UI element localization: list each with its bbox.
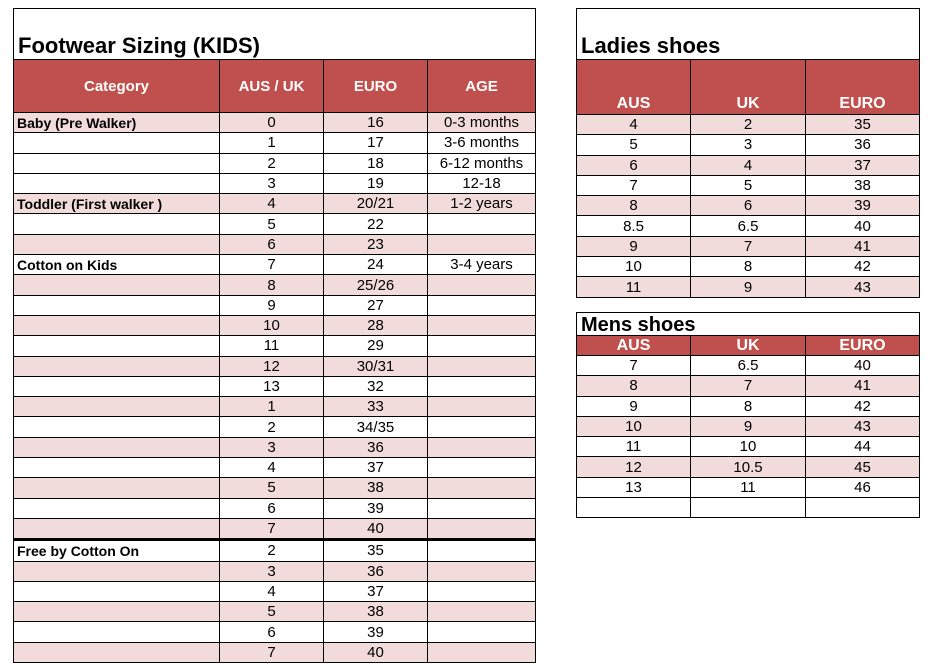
kids-cell-age — [428, 561, 536, 581]
mens-cell-euro: 43 — [806, 416, 920, 436]
kids-table-row — [14, 561, 536, 581]
kids-cell-aus-uk: 5 — [220, 602, 324, 622]
mens-cell-uk: 9 — [691, 416, 806, 436]
kids-table-row — [14, 602, 536, 622]
kids-cell-aus-uk: 6 — [220, 234, 324, 254]
kids-cell-category — [14, 153, 220, 173]
kids-table-row — [14, 315, 536, 335]
kids-cell-category — [14, 498, 220, 518]
kids-cell-aus-uk: 1 — [220, 133, 324, 153]
ladies-table-row — [577, 216, 920, 236]
kids-cell-category — [14, 581, 220, 601]
kids-cell-category — [14, 376, 220, 396]
kids-cell-aus-uk: 5 — [220, 478, 324, 498]
kids-cell-euro: 36 — [324, 437, 428, 457]
kids-cell-category — [14, 295, 220, 315]
kids-cell-category — [14, 518, 220, 539]
mens-cell-uk — [691, 498, 806, 518]
mens-cell-aus: 8 — [577, 376, 691, 396]
kids-header-category: Category — [14, 60, 220, 113]
kids-table-row — [14, 356, 536, 376]
kids-cell-age — [428, 275, 536, 295]
kids-cell-euro: 34/35 — [324, 417, 428, 437]
kids-cell-age — [428, 234, 536, 254]
kids-cell-age — [428, 295, 536, 315]
ladies-cell-uk: 7 — [691, 236, 806, 256]
kids-cell-category — [14, 622, 220, 642]
kids-cell-euro: 38 — [324, 602, 428, 622]
kids-cell-category — [14, 602, 220, 622]
kids-table-row — [14, 214, 536, 234]
kids-cell-aus-uk: 4 — [220, 458, 324, 478]
mens-cell-aus: 9 — [577, 396, 691, 416]
kids-table-row — [14, 153, 536, 173]
kids-cell-age: 12-18 — [428, 173, 536, 193]
ladies-cell-aus: 11 — [577, 277, 691, 297]
kids-table-row — [14, 581, 536, 601]
mens-table-row — [577, 356, 920, 376]
kids-cell-category — [14, 275, 220, 295]
kids-cell-age — [428, 602, 536, 622]
ladies-cell-uk: 4 — [691, 155, 806, 175]
kids-cell-euro: 40 — [324, 642, 428, 662]
kids-cell-aus-uk: 7 — [220, 518, 324, 539]
kids-table-row — [14, 397, 536, 417]
kids-cell-euro: 27 — [324, 295, 428, 315]
mens-cell-euro: 44 — [806, 437, 920, 457]
kids-cell-aus-uk: 4 — [220, 581, 324, 601]
kids-cell-age — [428, 356, 536, 376]
ladies-cell-euro: 36 — [806, 135, 920, 155]
kids-table-row — [14, 173, 536, 193]
kids-cell-category — [14, 642, 220, 662]
kids-sizing-table — [13, 8, 536, 663]
kids-cell-aus-uk: 5 — [220, 214, 324, 234]
mens-cell-aus: 10 — [577, 416, 691, 436]
mens-cell-uk: 10 — [691, 437, 806, 457]
ladies-cell-euro: 42 — [806, 257, 920, 277]
mens-table-row — [577, 416, 920, 436]
kids-table-row — [14, 437, 536, 457]
mens-header-euro: EURO — [806, 336, 920, 356]
mens-table-row — [577, 437, 920, 457]
kids-table-row — [14, 458, 536, 478]
kids-cell-euro: 22 — [324, 214, 428, 234]
mens-header-row — [577, 336, 920, 356]
kids-table-row — [14, 642, 536, 662]
mens-shoes-table — [576, 312, 920, 518]
ladies-table-row — [577, 277, 920, 297]
kids-cell-euro: 24 — [324, 255, 428, 275]
kids-cell-euro: 37 — [324, 458, 428, 478]
ladies-table-row — [577, 155, 920, 175]
kids-cell-age — [428, 214, 536, 234]
mens-cell-euro: 40 — [806, 356, 920, 376]
ladies-cell-uk: 2 — [691, 115, 806, 135]
ladies-cell-euro: 35 — [806, 115, 920, 135]
kids-header-age: AGE — [428, 60, 536, 113]
mens-table-title: Mens shoes — [577, 313, 920, 336]
ladies-cell-aus: 8.5 — [577, 216, 691, 236]
kids-cell-category — [14, 336, 220, 356]
mens-cell-aus: 12 — [577, 457, 691, 477]
mens-cell-uk: 7 — [691, 376, 806, 396]
ladies-cell-euro: 39 — [806, 196, 920, 216]
kids-cell-category — [14, 458, 220, 478]
ladies-cell-euro: 41 — [806, 236, 920, 256]
ladies-table-row — [577, 115, 920, 135]
kids-table-row — [14, 540, 536, 561]
kids-cell-age — [428, 540, 536, 561]
mens-table-row — [577, 477, 920, 497]
ladies-table-body — [577, 115, 920, 298]
mens-cell-aus: 11 — [577, 437, 691, 457]
ladies-shoes-table — [576, 8, 920, 298]
kids-cell-aus-uk: 10 — [220, 315, 324, 335]
kids-table-body — [14, 113, 536, 663]
mens-cell-euro: 45 — [806, 457, 920, 477]
kids-cell-category — [14, 561, 220, 581]
kids-cell-category — [14, 478, 220, 498]
kids-cell-euro: 28 — [324, 315, 428, 335]
mens-table-row — [577, 498, 920, 518]
kids-cell-aus-uk: 4 — [220, 194, 324, 214]
mens-table-row — [577, 376, 920, 396]
kids-cell-euro: 35 — [324, 540, 428, 561]
ladies-table-row — [577, 257, 920, 277]
kids-table-row — [14, 336, 536, 356]
kids-cell-aus-uk: 3 — [220, 561, 324, 581]
ladies-cell-uk: 5 — [691, 175, 806, 195]
kids-cell-euro: 23 — [324, 234, 428, 254]
kids-table-row — [14, 133, 536, 153]
mens-cell-euro: 46 — [806, 477, 920, 497]
mens-cell-uk: 11 — [691, 477, 806, 497]
ladies-cell-aus: 4 — [577, 115, 691, 135]
kids-table-row — [14, 622, 536, 642]
mens-cell-uk: 10.5 — [691, 457, 806, 477]
mens-cell-euro: 42 — [806, 396, 920, 416]
ladies-header-euro: EURO — [806, 60, 920, 115]
kids-cell-age: 3-4 years — [428, 255, 536, 275]
ladies-table-row — [577, 236, 920, 256]
ladies-cell-aus: 8 — [577, 196, 691, 216]
kids-cell-age — [428, 417, 536, 437]
kids-cell-aus-uk: 13 — [220, 376, 324, 396]
ladies-table-row — [577, 135, 920, 155]
mens-cell-aus: 13 — [577, 477, 691, 497]
kids-cell-aus-uk: 2 — [220, 417, 324, 437]
ladies-cell-euro: 40 — [806, 216, 920, 236]
kids-cell-euro: 18 — [324, 153, 428, 173]
kids-cell-age — [428, 397, 536, 417]
kids-cell-euro: 38 — [324, 478, 428, 498]
kids-cell-category — [14, 437, 220, 457]
mens-cell-euro — [806, 498, 920, 518]
mens-table-body — [577, 356, 920, 518]
kids-cell-age — [428, 581, 536, 601]
kids-cell-euro: 19 — [324, 173, 428, 193]
kids-cell-category — [14, 234, 220, 254]
mens-cell-uk: 6.5 — [691, 356, 806, 376]
ladies-cell-uk: 8 — [691, 257, 806, 277]
kids-cell-aus-uk: 8 — [220, 275, 324, 295]
kids-table-title: Footwear Sizing (KIDS) — [14, 9, 536, 60]
ladies-header-aus: AUS — [577, 60, 691, 115]
ladies-cell-aus: 10 — [577, 257, 691, 277]
kids-table-row — [14, 417, 536, 437]
kids-header-aus-uk: AUS / UK — [220, 60, 324, 113]
kids-cell-aus-uk: 6 — [220, 498, 324, 518]
ladies-cell-uk: 9 — [691, 277, 806, 297]
mens-header-aus: AUS — [577, 336, 691, 356]
kids-cell-category — [14, 173, 220, 193]
kids-cell-age — [428, 498, 536, 518]
kids-cell-age: 6-12 months — [428, 153, 536, 173]
kids-cell-age — [428, 437, 536, 457]
ladies-cell-aus: 9 — [577, 236, 691, 256]
ladies-cell-euro: 37 — [806, 155, 920, 175]
kids-cell-category — [14, 356, 220, 376]
kids-table-row — [14, 518, 536, 539]
mens-header-uk: UK — [691, 336, 806, 356]
kids-table-row — [14, 113, 536, 133]
kids-cell-aus-uk: 12 — [220, 356, 324, 376]
mens-table-row — [577, 396, 920, 416]
kids-cell-aus-uk: 6 — [220, 622, 324, 642]
kids-cell-euro: 40 — [324, 518, 428, 539]
kids-header-row — [14, 60, 536, 113]
ladies-cell-uk: 6 — [691, 196, 806, 216]
kids-cell-aus-uk: 9 — [220, 295, 324, 315]
kids-cell-euro: 30/31 — [324, 356, 428, 376]
kids-table-row — [14, 194, 536, 214]
kids-cell-age — [428, 336, 536, 356]
kids-cell-euro: 16 — [324, 113, 428, 133]
kids-table-row — [14, 376, 536, 396]
ladies-cell-aus: 7 — [577, 175, 691, 195]
kids-cell-age — [428, 315, 536, 335]
ladies-cell-aus: 6 — [577, 155, 691, 175]
kids-cell-euro: 17 — [324, 133, 428, 153]
kids-cell-aus-uk: 7 — [220, 642, 324, 662]
kids-cell-aus-uk: 0 — [220, 113, 324, 133]
kids-cell-category — [14, 214, 220, 234]
kids-cell-age: 1-2 years — [428, 194, 536, 214]
kids-cell-euro: 20/21 — [324, 194, 428, 214]
kids-cell-euro: 29 — [324, 336, 428, 356]
kids-cell-category — [14, 315, 220, 335]
kids-table-row — [14, 498, 536, 518]
kids-cell-category: Free by Cotton On — [14, 540, 220, 561]
kids-cell-category: Baby (Pre Walker) — [14, 113, 220, 133]
mens-cell-euro: 41 — [806, 376, 920, 396]
mens-cell-uk: 8 — [691, 396, 806, 416]
ladies-table-title: Ladies shoes — [577, 9, 920, 60]
mens-cell-aus — [577, 498, 691, 518]
kids-cell-euro: 32 — [324, 376, 428, 396]
kids-cell-age: 3-6 months — [428, 133, 536, 153]
kids-table-row — [14, 275, 536, 295]
ladies-header-row — [577, 60, 920, 115]
kids-cell-euro: 39 — [324, 622, 428, 642]
ladies-cell-uk: 6.5 — [691, 216, 806, 236]
kids-cell-aus-uk: 11 — [220, 336, 324, 356]
ladies-cell-uk: 3 — [691, 135, 806, 155]
kids-header-euro: EURO — [324, 60, 428, 113]
kids-cell-age: 0-3 months — [428, 113, 536, 133]
kids-cell-euro: 33 — [324, 397, 428, 417]
mens-cell-aus: 7 — [577, 356, 691, 376]
kids-cell-euro: 39 — [324, 498, 428, 518]
ladies-cell-aus: 5 — [577, 135, 691, 155]
kids-cell-aus-uk: 3 — [220, 173, 324, 193]
kids-cell-aus-uk: 1 — [220, 397, 324, 417]
kids-cell-age — [428, 458, 536, 478]
kids-cell-euro: 25/26 — [324, 275, 428, 295]
kids-cell-age — [428, 518, 536, 539]
kids-cell-category — [14, 417, 220, 437]
kids-cell-aus-uk: 7 — [220, 255, 324, 275]
ladies-cell-euro: 43 — [806, 277, 920, 297]
kids-cell-age — [428, 642, 536, 662]
ladies-table-row — [577, 196, 920, 216]
kids-cell-aus-uk: 2 — [220, 540, 324, 561]
kids-cell-category: Cotton on Kids — [14, 255, 220, 275]
kids-cell-euro: 36 — [324, 561, 428, 581]
kids-cell-age — [428, 478, 536, 498]
ladies-cell-euro: 38 — [806, 175, 920, 195]
kids-cell-category — [14, 133, 220, 153]
kids-table-row — [14, 255, 536, 275]
kids-cell-age — [428, 376, 536, 396]
ladies-table-row — [577, 175, 920, 195]
kids-cell-aus-uk: 2 — [220, 153, 324, 173]
kids-table-row — [14, 234, 536, 254]
kids-cell-age — [428, 622, 536, 642]
kids-cell-category: Toddler (First walker ) — [14, 194, 220, 214]
kids-table-row — [14, 478, 536, 498]
mens-table-row — [577, 457, 920, 477]
kids-cell-euro: 37 — [324, 581, 428, 601]
kids-cell-category — [14, 397, 220, 417]
kids-cell-aus-uk: 3 — [220, 437, 324, 457]
kids-table-row — [14, 295, 536, 315]
ladies-header-uk: UK — [691, 60, 806, 115]
